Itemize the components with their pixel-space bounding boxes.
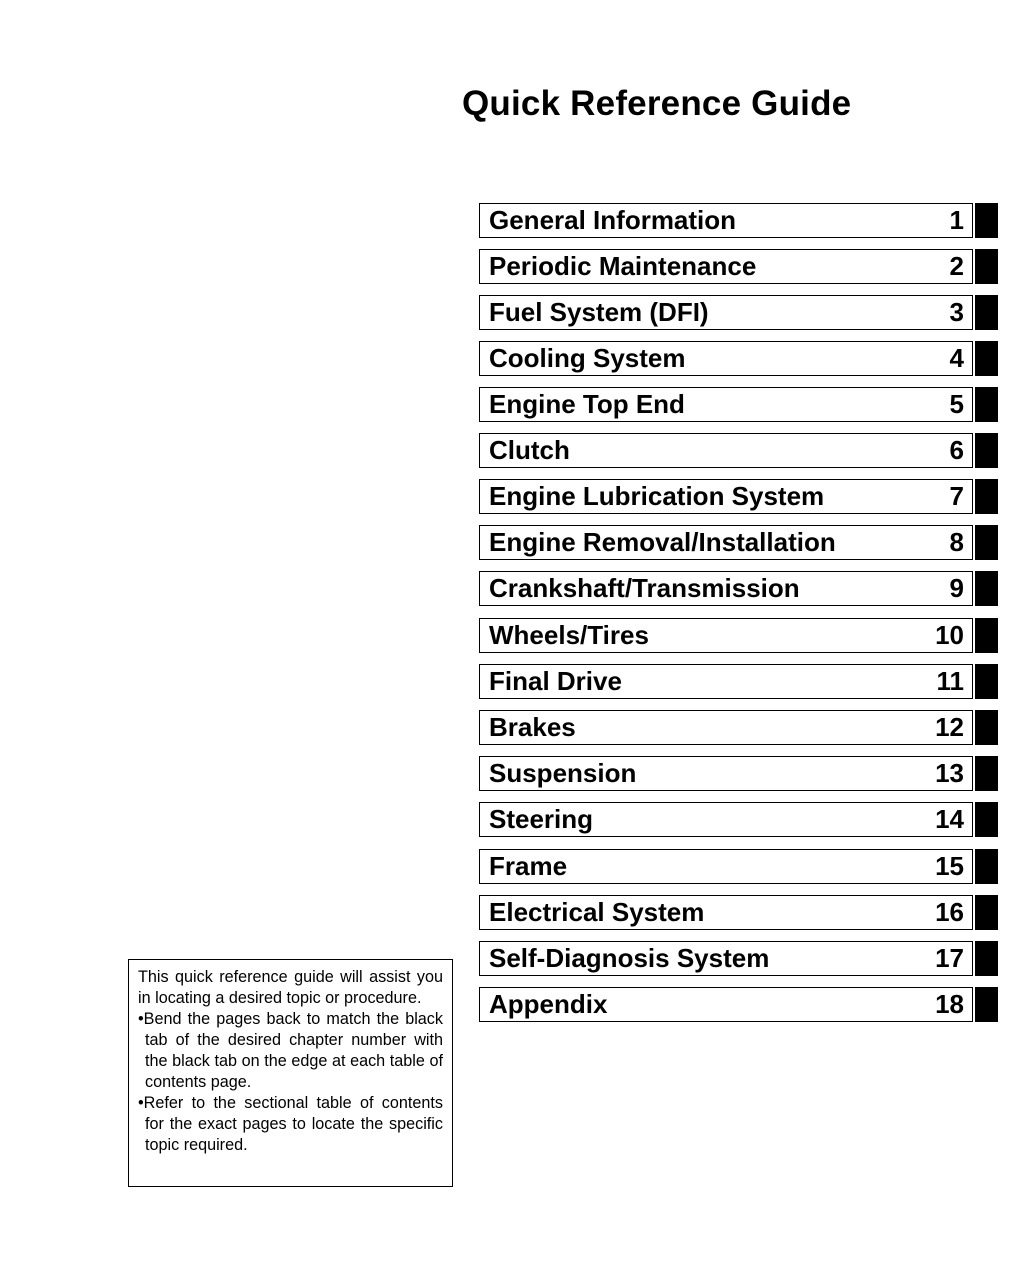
note-intro: This quick reference guide will assist you in locating a desired topic or procedure. [138, 968, 443, 1007]
chapter-number: 3 [949, 297, 964, 327]
chapter-title: Fuel System (DFI) [489, 297, 709, 327]
chapter-title: Engine Top End [489, 389, 685, 419]
chapter-row-2[interactable] [479, 249, 998, 284]
chapter-title: Brakes [489, 712, 576, 742]
chapter-tab [975, 987, 998, 1022]
chapter-number: 11 [936, 666, 964, 696]
chapter-tab [975, 387, 998, 422]
chapter-title: Electrical System [489, 897, 705, 927]
chapter-box [479, 802, 973, 837]
chapter-number: 13 [935, 758, 964, 788]
chapter-box [479, 249, 973, 284]
chapter-number: 6 [949, 435, 964, 465]
chapter-title: Periodic Maintenance [489, 251, 757, 281]
chapter-box [479, 710, 973, 745]
chapter-box [479, 664, 973, 699]
chapter-tab [975, 941, 998, 976]
chapter-tab [975, 341, 998, 376]
chapter-row-1[interactable] [479, 203, 998, 238]
chapter-title: Self-Diagnosis System [489, 943, 770, 973]
chapter-row-3[interactable] [479, 295, 998, 330]
usage-note [128, 959, 453, 1187]
chapter-row-4[interactable] [479, 341, 998, 376]
chapter-row-5[interactable] [479, 387, 998, 422]
chapter-tab [975, 895, 998, 930]
chapter-number: 5 [949, 389, 964, 419]
chapter-tab [975, 295, 998, 330]
chapter-box [479, 571, 973, 606]
chapter-tab [975, 525, 998, 560]
chapter-tab [975, 802, 998, 837]
chapter-title: Steering [489, 804, 594, 834]
chapter-tab [975, 849, 998, 884]
note-bullet-bend-pages: •Bend the pages back to match the black tab of the desired chapter number with the black tab on the edge at each table of contents page. [138, 1010, 443, 1091]
chapter-row-14[interactable] [479, 802, 998, 837]
chapter-row-12[interactable] [479, 710, 998, 745]
chapter-box [479, 941, 973, 976]
chapter-title: Wheels/Tires [489, 620, 649, 650]
chapter-box [479, 479, 973, 514]
note-bullet-refer-contents: •Refer to the sectional table of contents for the exact pages to locate the specific topic required. [138, 1094, 443, 1154]
chapter-title: Clutch [489, 435, 570, 465]
chapter-box [479, 618, 973, 653]
chapter-title: General Information [489, 205, 737, 235]
chapter-number: 2 [949, 251, 964, 281]
chapter-tab [975, 249, 998, 284]
chapter-title: Cooling System [489, 343, 686, 373]
chapter-box [479, 295, 973, 330]
chapter-title: Final Drive [489, 666, 622, 696]
chapter-row-11[interactable] [479, 664, 998, 699]
chapter-box [479, 895, 973, 930]
chapter-title: Frame [489, 851, 568, 881]
chapter-number: 17 [935, 943, 964, 973]
chapter-box [479, 433, 973, 468]
chapter-number: 12 [935, 712, 964, 742]
chapter-tab [975, 479, 998, 514]
chapter-box [479, 387, 973, 422]
chapter-title: Engine Removal/Installation [489, 527, 836, 557]
chapter-number: 7 [949, 481, 964, 511]
chapter-number: 16 [935, 897, 964, 927]
chapter-number: 8 [949, 527, 964, 557]
chapter-number: 1 [949, 205, 964, 235]
chapter-row-17[interactable] [479, 941, 998, 976]
chapter-row-8[interactable] [479, 525, 998, 560]
chapter-tab [975, 664, 998, 699]
chapter-number: 9 [949, 573, 964, 603]
chapter-title: Suspension [489, 758, 637, 788]
chapter-box [479, 341, 973, 376]
chapter-row-16[interactable] [479, 895, 998, 930]
page-title: Quick Reference Guide [462, 84, 852, 123]
chapter-row-13[interactable] [479, 756, 998, 791]
chapter-tab [975, 710, 998, 745]
chapter-number: 14 [935, 804, 964, 834]
chapter-tab [975, 433, 998, 468]
chapter-box [479, 525, 973, 560]
chapter-tab [975, 571, 998, 606]
chapter-row-9[interactable] [479, 571, 998, 606]
chapter-box [479, 849, 973, 884]
chapter-box [479, 987, 973, 1022]
chapter-row-15[interactable] [479, 849, 998, 884]
chapter-number: 15 [935, 851, 964, 881]
chapter-box [479, 203, 973, 238]
chapter-row-10[interactable] [479, 618, 998, 653]
chapter-number: 10 [935, 620, 964, 650]
chapter-box [479, 756, 973, 791]
chapter-tab [975, 618, 998, 653]
chapter-tab [975, 203, 998, 238]
chapter-title: Engine Lubrication System [489, 481, 825, 511]
chapter-number: 18 [935, 989, 964, 1019]
chapter-tab [975, 756, 998, 791]
chapter-row-6[interactable] [479, 433, 998, 468]
chapter-title: Crankshaft/Transmission [489, 573, 800, 603]
chapter-row-7[interactable] [479, 479, 998, 514]
chapter-number: 4 [949, 343, 964, 373]
chapter-title: Appendix [489, 989, 608, 1019]
chapter-row-18[interactable] [479, 987, 998, 1022]
